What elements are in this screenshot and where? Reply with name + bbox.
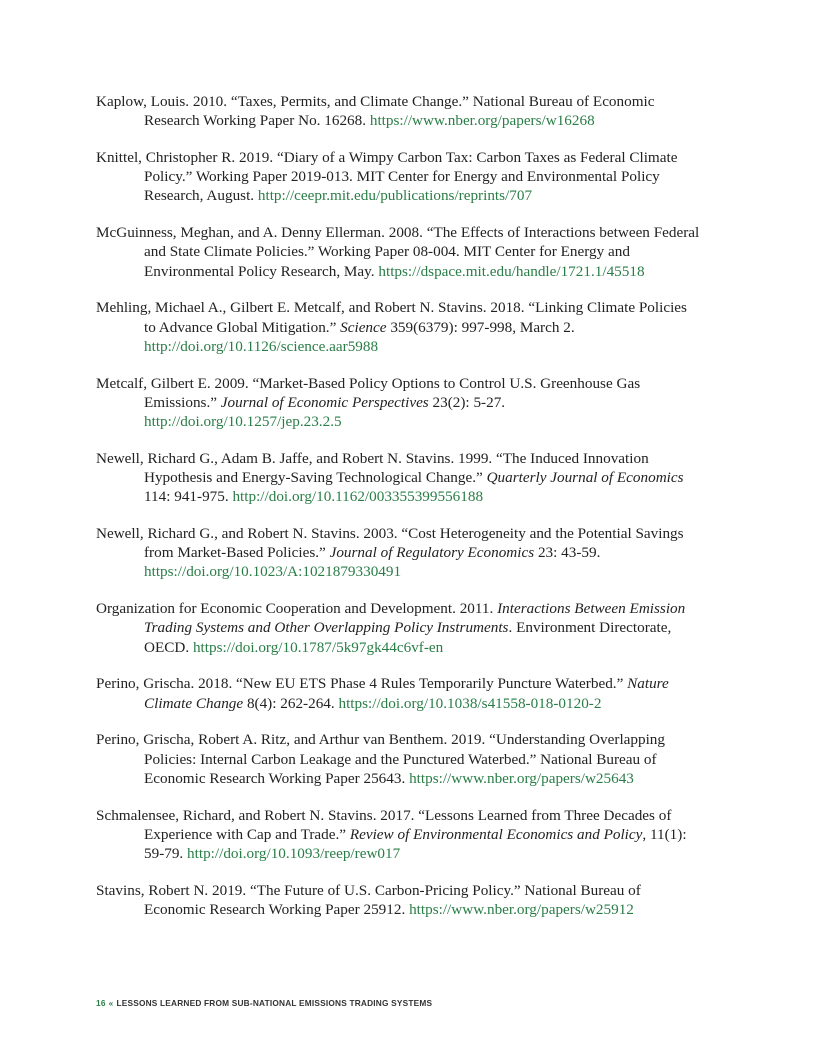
reference-text: Stavins, Robert N. 2019. “The Future of U.S. Carbon-Pricing Policy.” National Bureau of Economic Research Working Paper 25912.	[96, 881, 641, 919]
reference-text: Kaplow, Louis. 2010. “Taxes, Permits, and Climate Change.” National Bureau of Economic Research Working Paper No. 16268.	[96, 93, 655, 130]
reference-details: 359(6379): 997-998, March 2.	[386, 318, 575, 336]
reference-entry	[96, 881, 700, 919]
reference-text: Metcalf, Gilbert E. 2009. “Market-Based Policy Options to Control U.S. Greenhouse Gas Emissions.”	[96, 374, 641, 411]
reference-link[interactable]: https://doi.org/10.1038/s41558-018-0120-2	[338, 694, 602, 712]
reference-text: Schmalensee, Richard, and Robert N. Stavins. 2017. “Lessons Learned from Three Decades of Experience with Cap and Trade.”	[96, 806, 672, 843]
reference-entry	[96, 730, 700, 788]
page-number: 16	[96, 998, 106, 1008]
reference-text: Newell, Richard G., Adam B. Jaffe, and Robert N. Stavins. 1999. “The Induced Innovation Hypothesis and Energy-Saving Technological Change.”	[96, 449, 649, 487]
reference-entry	[96, 374, 700, 432]
reference-text: Perino, Grischa. 2018. “New EU ETS Phase 4 Rules Temporarily Puncture Waterbed.”	[96, 675, 628, 693]
footer-separator: «	[108, 998, 114, 1008]
reference-details: , 11(1): 59-79.	[144, 825, 687, 863]
reference-details: 114: 941-975.	[144, 488, 233, 506]
reference-link[interactable]: http://doi.org/10.1093/reep/rew017	[187, 845, 401, 863]
reference-link[interactable]: https://doi.org/10.1787/5k97gk44c6vf-en	[192, 638, 444, 656]
document-title: LESSONS LEARNED FROM SUB-NATIONAL EMISSIONS TRADING SYSTEMS	[116, 998, 433, 1008]
reference-text: Knittel, Christopher R. 2019. “Diary of a Wimpy Carbon Tax: Carbon Taxes as Federal Climate Policy.” Working Paper 2019-013. MIT Center for Energy and Environmental Policy Research, August.	[96, 149, 678, 205]
reference-text: Newell, Richard G., and Robert N. Stavins. 2003. “Cost Heterogeneity and the Potential Savings from Market-Based Policies.”	[96, 525, 684, 562]
reference-link[interactable]: https://www.nber.org/papers/w25643	[409, 769, 634, 787]
reference-list	[96, 92, 700, 937]
reference-entry	[96, 223, 700, 281]
reference-entry	[96, 92, 700, 130]
reference-entry	[96, 806, 700, 864]
reference-journal: Journal of Regulatory Economics	[329, 544, 535, 562]
reference-link[interactable]: http://ceepr.mit.edu/publications/reprints/707	[257, 187, 533, 205]
reference-journal: Interactions Between Emission Trading Systems and Other Overlapping Policy Instruments	[144, 600, 686, 637]
reference-journal: Science	[340, 318, 387, 336]
reference-text: Mehling, Michael A., Gilbert E. Metcalf, and Robert N. Stavins. 2018. “Linking Climate Policies to Advance Global Mitigation.”	[96, 299, 687, 336]
reference-details: . Environment Directorate, OECD.	[144, 619, 672, 656]
reference-journal: Quarterly Journal of Economics	[486, 469, 684, 487]
reference-details: 23: 43-59.	[534, 544, 601, 562]
reference-entry	[96, 298, 700, 356]
reference-text: McGuinness, Meghan, and A. Denny Ellerman. 2008. “The Effects of Interactions between Federal and State Climate Policies.” Working Paper 08-004. MIT Center for Energy and Environmental Policy Research, May.	[96, 224, 700, 280]
reference-link[interactable]: https://dspace.mit.edu/handle/1721.1/45518	[378, 262, 645, 280]
reference-link[interactable]: http://doi.org/10.1257/jep.23.2.5	[144, 413, 342, 431]
reference-link[interactable]: https://doi.org/10.1023/A:1021879330491	[144, 563, 402, 581]
reference-entry	[96, 599, 700, 657]
reference-text: Organization for Economic Cooperation and Development. 2011.	[96, 600, 498, 618]
reference-link[interactable]: http://doi.org/10.1126/science.aar5988	[144, 337, 379, 355]
reference-link[interactable]: https://www.nber.org/papers/w25912	[409, 901, 634, 919]
reference-link[interactable]: http://doi.org/10.1162/003355399556188	[232, 488, 484, 506]
reference-details: 8(4): 262-264.	[243, 694, 339, 712]
reference-details: 23(2): 5-27.	[428, 393, 506, 411]
reference-entry	[96, 674, 700, 712]
reference-entry	[96, 524, 700, 582]
reference-link[interactable]: https://www.nber.org/papers/w16268	[369, 112, 595, 130]
reference-journal: Nature Climate Change	[144, 675, 669, 712]
reference-entry	[96, 449, 700, 507]
reference-text: Perino, Grischa, Robert A. Ritz, and Arthur van Benthem. 2019. “Understanding Overlapping Policies: Internal Carbon Leakage and the Punctured Waterbed.” National Bureau of Economic Research Working Paper 25643.	[96, 731, 665, 787]
reference-journal: Review of Environmental Economics and Policy	[349, 825, 643, 843]
reference-journal: Journal of Economic Perspectives	[220, 393, 429, 411]
reference-entry	[96, 148, 700, 206]
page-footer	[96, 998, 432, 1008]
